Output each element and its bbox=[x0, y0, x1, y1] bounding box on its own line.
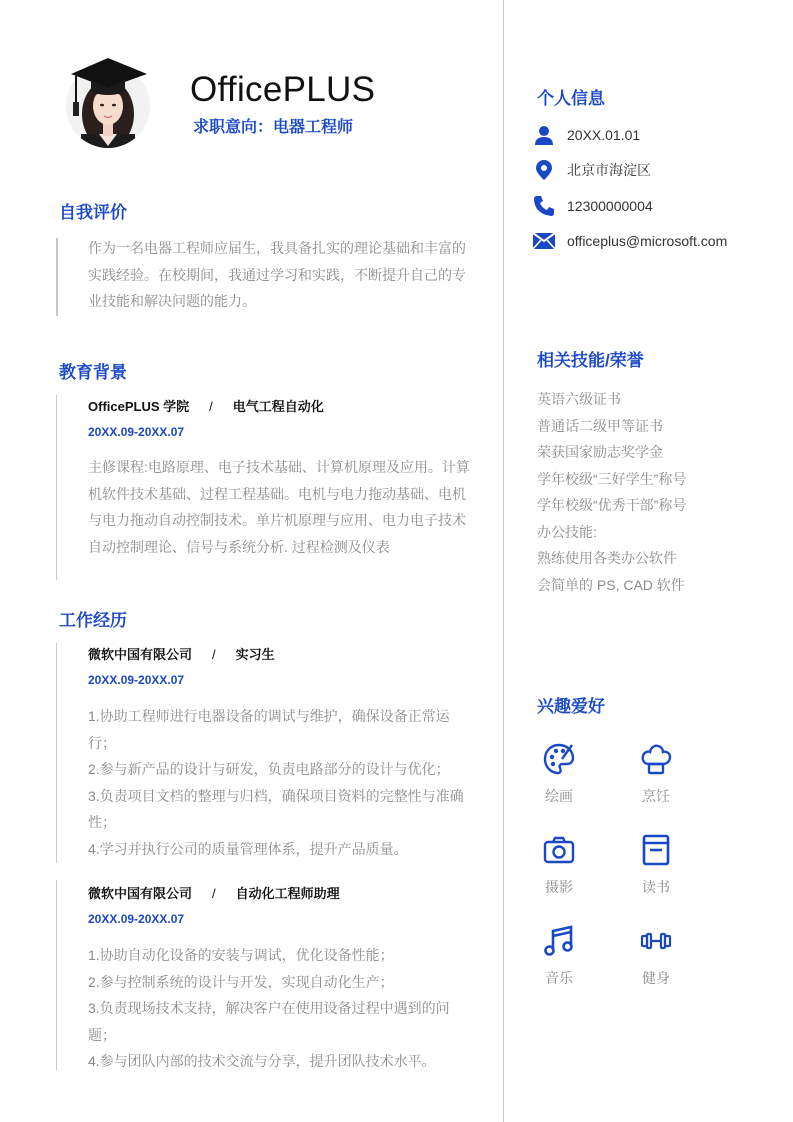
education-courses: 主修课程:电路原理、电子技术基础、计算机原理及应用。计算机软件技术基础、过程工程基础。电机与电力拖动基础、电机与电力拖动自动控制技术。单片机原理与应用、电力电子技术自动控制理论、信号与系统分析. 过程检测及仪表 bbox=[88, 459, 470, 555]
music-note-icon bbox=[542, 924, 576, 958]
job-duties bbox=[88, 942, 473, 1075]
info-phone bbox=[533, 194, 653, 218]
heading-separator: / bbox=[212, 886, 216, 901]
info-email bbox=[533, 229, 727, 253]
skill-item: 熟练使用各类办公软件 bbox=[537, 550, 677, 566]
skill-item: 英语六级证书 bbox=[537, 391, 621, 407]
job-date: 20XX.09-20XX.07 bbox=[88, 673, 185, 687]
email: officeplus@microsoft.com bbox=[567, 233, 728, 249]
skills-list bbox=[537, 386, 777, 598]
job-role: 实习生 bbox=[235, 647, 275, 662]
hobby-photography bbox=[529, 833, 589, 897]
section-title-work: 工作经历 bbox=[59, 611, 127, 630]
company-name: 微软中国有限公司 bbox=[88, 886, 193, 901]
section-title-personal-info: 个人信息 bbox=[537, 89, 605, 108]
hobby-music bbox=[529, 924, 589, 988]
section-title-hobbies: 兴趣爱好 bbox=[537, 697, 605, 716]
job-heading bbox=[88, 644, 275, 663]
hobby-label: 读书 bbox=[642, 879, 670, 895]
book-icon bbox=[639, 833, 673, 867]
hobby-painting bbox=[529, 742, 589, 806]
duty-line: 3.负责项目文档的整理与归档，确保项目资料的完整性与准确性； bbox=[88, 787, 464, 830]
duty-line: 2.参与控制系统的设计与开发，实现自动化生产； bbox=[88, 973, 394, 990]
school-name: OfficePLUS 学院 bbox=[88, 399, 190, 414]
location-pin-icon bbox=[533, 159, 555, 181]
info-location bbox=[533, 158, 651, 182]
palette-icon bbox=[542, 742, 576, 776]
hobby-reading bbox=[626, 833, 686, 897]
education-timeline-line bbox=[56, 395, 57, 580]
duty-line: 1.协助工程师进行电器设备的调试与维护，确保设备正常运行； bbox=[88, 708, 450, 751]
hobby-label: 烹饪 bbox=[642, 788, 670, 804]
job-intent: 求职意向：电器工程师 bbox=[193, 119, 354, 136]
candidate-name: OfficePLUS bbox=[190, 70, 376, 109]
birth-date: 20XX.01.01 bbox=[567, 127, 641, 143]
hobby-label: 摄影 bbox=[545, 879, 573, 895]
avatar bbox=[63, 46, 153, 151]
duty-line: 1.协助自动化设备的安装与调试，优化设备性能； bbox=[88, 947, 394, 963]
chef-hat-icon bbox=[639, 742, 673, 776]
hobby-fitness bbox=[626, 924, 686, 988]
skill-item: 学年校级“优秀干部”称号 bbox=[537, 497, 687, 513]
work-timeline-line-1 bbox=[56, 643, 57, 863]
job-role: 自动化工程师助理 bbox=[235, 886, 340, 901]
location: 北京市海淀区 bbox=[567, 162, 651, 178]
duty-line: 4.参与团队内部的技术交流与分享，提升团队技术水平。 bbox=[88, 1053, 436, 1069]
duty-line: 2.参与新产品的设计与研发，负责电路部分的设计与优化； bbox=[88, 761, 450, 777]
phone-icon bbox=[533, 195, 555, 217]
section-title-skills: 相关技能/荣誉 bbox=[537, 351, 644, 370]
major-name: 电气工程自动化 bbox=[232, 399, 324, 414]
duty-line: 3.负责现场技术支持，解决客户在使用设备过程中遇到的问题； bbox=[88, 1000, 450, 1043]
education-date: 20XX.09-20XX.07 bbox=[88, 425, 185, 439]
hobby-label: 音乐 bbox=[545, 970, 573, 986]
hobby-cooking bbox=[626, 742, 686, 806]
quote-bar bbox=[56, 238, 58, 316]
camera-icon bbox=[542, 833, 576, 867]
job-heading bbox=[88, 883, 340, 902]
section-title-education: 教育背景 bbox=[59, 363, 127, 382]
person-icon bbox=[533, 124, 555, 146]
skill-item: 学年校级“三好学生”称号 bbox=[537, 470, 687, 487]
work-timeline-line-2 bbox=[56, 880, 57, 1070]
self-eval-text: 作为一名电器工程师应届生，我具备扎实的理论基础和丰富的实践经验。在校期间，我通过学习和实践，不断提升自己的专业技能和解决问题的能力。 bbox=[88, 240, 466, 309]
skill-item: 会简单的 PS, CAD 软件 bbox=[537, 576, 685, 593]
phone-number: 12300000004 bbox=[567, 198, 653, 214]
section-title-self-eval: 自我评价 bbox=[59, 203, 127, 222]
hobby-label: 绘画 bbox=[545, 788, 573, 804]
skill-item: 办公技能: bbox=[537, 523, 597, 540]
job-date: 20XX.09-20XX.07 bbox=[88, 912, 185, 926]
skill-item: 普通话二级甲等证书 bbox=[537, 417, 663, 434]
hobby-label: 健身 bbox=[642, 970, 670, 986]
dumbbell-icon bbox=[639, 924, 673, 958]
heading-separator: / bbox=[209, 399, 213, 414]
company-name: 微软中国有限公司 bbox=[88, 647, 193, 662]
education-heading bbox=[88, 396, 324, 415]
skill-item: 荣获国家励志奖学金 bbox=[537, 444, 663, 460]
mail-icon bbox=[533, 230, 555, 252]
duty-line: 4.学习并执行公司的质量管理体系，提升产品质量。 bbox=[88, 840, 408, 857]
job-duties bbox=[88, 703, 473, 862]
heading-separator: / bbox=[212, 647, 216, 662]
info-birth bbox=[533, 123, 640, 147]
